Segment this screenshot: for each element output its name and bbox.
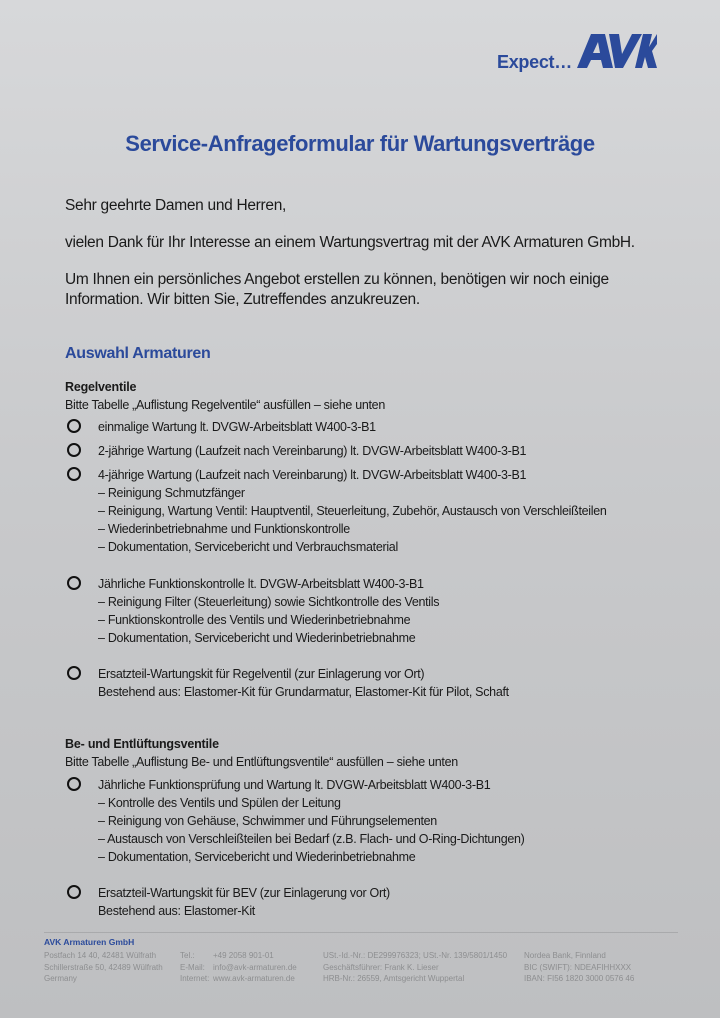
intro-request xyxy=(65,270,665,310)
radio-circle-icon[interactable] xyxy=(67,443,81,457)
footer-contact: Tel.: +49 2058 901-01 E-Mail: info@avk-armaturen.de Internet: www.avk-armaturen.de xyxy=(180,951,297,983)
radio-circle-icon[interactable] xyxy=(67,885,81,899)
option-text: Ersatzteil-Wartungskit für BEV (zur Einlagerung vor Ort) Bestehend aus: Elastomer-Kit xyxy=(98,886,390,918)
radio-circle-icon[interactable] xyxy=(67,666,81,680)
footer-address: Postfach 14 40, 42481 Wülfrath Schillerstraße 50, 42489 Wülfrath Germany xyxy=(44,951,163,983)
footer-phone: +49 2058 901-01 xyxy=(213,951,274,960)
footer-legal: USt.-Id.-Nr.: DE299976323; USt.-Nr. 139/5801/1450 Geschäftsführer: Frank K. Lieser HRB-Nr.: 26559, Amtsgericht Wuppertal xyxy=(323,951,508,983)
footer-bank: Nordea Bank, Finnland BIC (SWIFT): NDEAFIHHXXX IBAN: FI56 1820 3000 0576 46 xyxy=(524,951,635,983)
beluefter-heading: Be- und Entlüftungsventile xyxy=(65,737,219,751)
radio-circle-icon[interactable] xyxy=(67,419,81,433)
option-text: Jährliche Funktionskontrolle lt. DVGW-Arbeitsblatt W400-3-B1 – Reinigung Filter (Steuerleitung) sowie Sichtkontrolle des Ventils – Funktionskontrolle des Ventils und Wiederinbetriebnahme – Dokumentation, Servicebericht und Wiederinbetriebnahme xyxy=(98,577,440,645)
footer-email-link[interactable]: info@avk-armaturen.de xyxy=(213,962,297,972)
logo-tagline: Expect… xyxy=(497,52,572,72)
regelventile-heading: Regelventile xyxy=(65,380,137,394)
beluefter-note: Bitte Tabelle „Auflistung Be- und Entlüftungsventile“ ausfüllen – siehe unten xyxy=(65,755,458,769)
radio-circle-icon[interactable] xyxy=(67,576,81,590)
option-text: Ersatzteil-Wartungskit für Regelventil (zur Einlagerung vor Ort) Bestehend aus: Elastomer-Kit für Grundarmatur, Elastomer-Kit für Pilot, Schaft xyxy=(98,667,509,699)
radio-circle-icon[interactable] xyxy=(67,467,81,481)
avk-logo xyxy=(497,30,667,76)
footer-divider xyxy=(44,932,678,933)
avk-logo-mark-icon xyxy=(575,30,657,72)
intro-request-line-2: Information. Wir bitten Sie, Zutreffendes anzukreuzen. xyxy=(65,291,420,308)
regelventile-note: Bitte Tabelle „Auflistung Regelventile“ ausfüllen – siehe unten xyxy=(65,398,385,412)
section-title-armaturen: Auswahl Armaturen xyxy=(65,345,211,362)
radio-circle-icon[interactable] xyxy=(67,777,81,791)
option-text: Jährliche Funktionsprüfung und Wartung lt. DVGW-Arbeitsblatt W400-3-B1 – Kontrolle des Ventils und Spülen der Leitung – Reinigung von Gehäuse, Schwimmer und Führungselementen – Austausch von Verschleißteilen bei Bedarf (z.B. Flach- und O-Ring-Dichtungen) – Dokumentation, Servicebericht und Wiederinbetriebnahme xyxy=(98,778,525,864)
footer-company: AVK Armaturen GmbH xyxy=(44,937,135,947)
option-text: 2-jährige Wartung (Laufzeit nach Vereinbarung) lt. DVGW-Arbeitsblatt W400-3-B1 xyxy=(98,444,527,458)
intro-thanks: vielen Dank für Ihr Interesse an einem Wartungsvertrag mit der AVK Armaturen GmbH. xyxy=(65,234,635,251)
intro-request-line-1: Um Ihnen ein persönliches Angebot erstellen zu können, benötigen wir noch einige xyxy=(65,271,609,288)
option-text: einmalige Wartung lt. DVGW-Arbeitsblatt W400-3-B1 xyxy=(98,420,376,434)
page-title: Service-Anfrageformular für Wartungsverträge xyxy=(125,131,595,156)
footer-website-link[interactable]: www.avk-armaturen.de xyxy=(213,974,295,983)
intro-greeting: Sehr geehrte Damen und Herren, xyxy=(65,197,287,214)
option-text: 4-jährige Wartung (Laufzeit nach Vereinbarung) lt. DVGW-Arbeitsblatt W400-3-B1 – Reinigung Schmutzfänger – Reinigung, Wartung Ventil: Hauptventil, Steuerleitung, Zubehör, Austausch von Verschleißteilen – Wiederinbetriebnahme und Funktionskontrolle – Dokumentation, Servicebericht und Verbrauchsmaterial xyxy=(98,468,607,554)
